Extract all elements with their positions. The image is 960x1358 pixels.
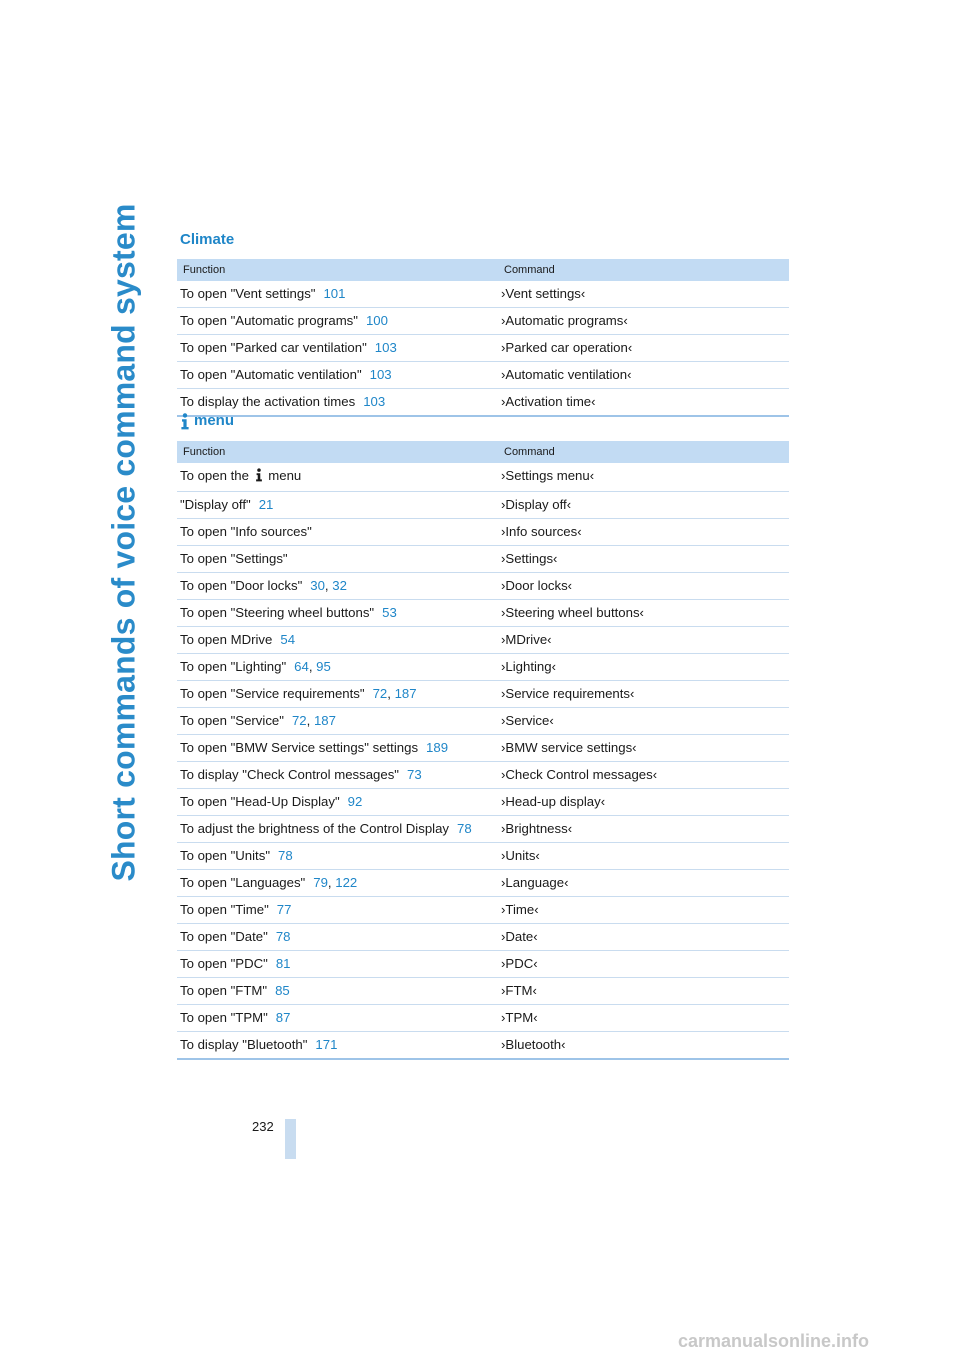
page-ref-list: [276, 929, 291, 944]
page-reference-link[interactable]: 72: [291, 713, 307, 728]
function-cell: [177, 281, 498, 308]
page-reference-link[interactable]: 78: [457, 821, 472, 836]
page-ref-list: [313, 875, 357, 890]
page-reference-link[interactable]: 78: [275, 929, 291, 944]
function-cell: [177, 681, 498, 708]
page-ref-list: [366, 313, 388, 328]
function-cell: [177, 708, 498, 735]
page-ref-list: [259, 497, 274, 512]
function-text: To open "Door locks": [180, 578, 303, 593]
command-cell: ›Settings‹: [498, 546, 789, 573]
function-cell: [177, 978, 498, 1005]
command-cell: ›Service requirements‹: [498, 681, 789, 708]
command-cell: ›Head-up display‹: [498, 789, 789, 816]
table-row: [177, 789, 789, 816]
function-cell: [177, 463, 498, 492]
page-ref-list: [323, 286, 345, 301]
page-reference-link[interactable]: 187: [313, 713, 336, 728]
ref-separator: ,: [308, 659, 317, 674]
page-reference-link[interactable]: 187: [394, 686, 417, 701]
page-reference-link[interactable]: 103: [369, 367, 392, 382]
table-row: [177, 519, 789, 546]
page-reference-link[interactable]: 54: [280, 632, 296, 647]
function-cell: [177, 362, 498, 389]
table-row: [177, 897, 789, 924]
command-cell: ›Brightness‹: [498, 816, 789, 843]
command-cell: ›Check Control messages‹: [498, 762, 789, 789]
function-cell: [177, 546, 498, 573]
function-text: To open "Languages": [180, 875, 306, 890]
page-ref-list: [373, 686, 417, 701]
command-cell: ›FTM‹: [498, 978, 789, 1005]
command-cell: ›Lighting‹: [498, 654, 789, 681]
info-icon: [180, 413, 190, 429]
ref-separator: ,: [387, 686, 395, 701]
command-cell: ›Automatic programs‹: [498, 308, 789, 335]
function-text: To open "Parked car ventilation": [180, 340, 367, 355]
function-cell: [177, 762, 498, 789]
function-text: To display the activation times: [180, 394, 356, 409]
table-row: [177, 463, 789, 492]
function-text: To open "TPM": [180, 1010, 268, 1025]
function-text: To open "Service requirements": [180, 686, 365, 701]
table-row: [177, 281, 789, 308]
table-row: [177, 546, 789, 573]
function-cell: [177, 600, 498, 627]
function-cell: [177, 843, 498, 870]
command-cell: ›Date‹: [498, 924, 789, 951]
table-row: [177, 600, 789, 627]
command-cell: ›PDC‹: [498, 951, 789, 978]
section-title-info-menu: [180, 412, 234, 429]
page-number-bar: [285, 1119, 296, 1159]
command-cell: ›MDrive‹: [498, 627, 789, 654]
function-text: To open "PDC": [180, 956, 268, 971]
table-row: [177, 1032, 789, 1060]
table-row: [177, 681, 789, 708]
page-ref-list: [276, 956, 291, 971]
page-ref-list: [382, 605, 397, 620]
info-icon: [255, 468, 263, 487]
page-reference-link[interactable]: 101: [323, 286, 346, 301]
table-row: [177, 870, 789, 897]
function-cell: [177, 627, 498, 654]
command-cell: ›Bluetooth‹: [498, 1032, 789, 1060]
command-cell: ›BMW service settings‹: [498, 735, 789, 762]
page-ref-list: [276, 1010, 291, 1025]
function-cell: [177, 1032, 498, 1060]
table-row: [177, 654, 789, 681]
page-ref-list: [457, 821, 472, 836]
page-ref-list: [277, 902, 292, 917]
function-cell: [177, 735, 498, 762]
page-reference-link[interactable]: 77: [276, 902, 292, 917]
table-row: [177, 573, 789, 600]
command-cell: ›Automatic ventilation‹: [498, 362, 789, 389]
function-text: To open "Service": [180, 713, 284, 728]
function-text: To open "Head-Up Display": [180, 794, 340, 809]
function-text: To display "Bluetooth": [180, 1037, 308, 1052]
command-cell: ›Service‹: [498, 708, 789, 735]
function-text: To open "FTM": [180, 983, 268, 998]
table-row: [177, 389, 789, 417]
function-cell: [177, 897, 498, 924]
page-ref-list: [280, 632, 295, 647]
table-row: [177, 627, 789, 654]
chapter-side-title: [96, 202, 152, 882]
function-text: To open "Vent settings": [180, 286, 316, 301]
page-ref-list: [370, 367, 392, 382]
page-ref-list: [315, 1037, 337, 1052]
ref-separator: ,: [324, 578, 333, 593]
function-text: To open "Automatic ventilation": [180, 367, 362, 382]
function-text: "Display off": [180, 497, 251, 512]
function-text: To open MDrive: [180, 632, 273, 647]
table-row: [177, 1005, 789, 1032]
command-cell: ›Activation time‹: [498, 389, 789, 417]
function-cell: [177, 308, 498, 335]
page-ref-list: [275, 983, 290, 998]
function-cell: [177, 1005, 498, 1032]
table-row: [177, 924, 789, 951]
function-text: To open "Settings": [180, 551, 288, 566]
page-ref-list: [278, 848, 293, 863]
function-text: To open "Lighting": [180, 659, 287, 674]
function-cell: [177, 573, 498, 600]
page-reference-link[interactable]: 78: [278, 848, 293, 863]
function-text: To open "Date": [180, 929, 268, 944]
page-number: 232: [252, 1119, 274, 1134]
function-text: To open "BMW Service settings" settings: [180, 740, 419, 755]
page-reference-link[interactable]: 95: [316, 659, 331, 674]
function-cell: [177, 335, 498, 362]
ref-separator: ,: [306, 713, 314, 728]
command-cell: ›Door locks‹: [498, 573, 789, 600]
climate-command-table: [177, 259, 789, 417]
function-text: To open "Units": [180, 848, 270, 863]
page-reference-link[interactable]: 122: [335, 875, 358, 890]
section-title-climate-text: Climate: [180, 231, 235, 248]
chapter-side-title-text: Short commands of voice command system: [105, 202, 142, 882]
function-text: To display "Check Control messages": [180, 767, 399, 782]
page-reference-link[interactable]: 30: [310, 578, 325, 593]
page-reference-link[interactable]: 100: [365, 313, 388, 328]
section-title-info-menu-text: menu: [194, 412, 235, 429]
function-cell: [177, 492, 498, 519]
command-cell: ›Vent settings‹: [498, 281, 789, 308]
page-reference-link[interactable]: 189: [426, 740, 449, 755]
function-text: To open the: [180, 468, 249, 483]
page-ref-list: [363, 394, 385, 409]
page-reference-link[interactable]: 103: [363, 394, 386, 409]
page-ref-list: [348, 794, 363, 809]
function-text: To adjust the brightness of the Control Display: [180, 821, 450, 836]
column-header-function: Function: [177, 259, 498, 281]
table-row: [177, 708, 789, 735]
table-row: [177, 735, 789, 762]
table-row: [177, 816, 789, 843]
command-cell: ›Parked car operation‹: [498, 335, 789, 362]
column-header-command: Command: [498, 441, 789, 463]
page-reference-link[interactable]: 81: [275, 956, 291, 971]
page-reference-link[interactable]: 53: [382, 605, 397, 620]
command-cell: ›Info sources‹: [498, 519, 789, 546]
function-cell: [177, 816, 498, 843]
function-text: To open "Info sources": [180, 524, 312, 539]
page-reference-link[interactable]: 79: [313, 875, 328, 890]
table-row: [177, 978, 789, 1005]
command-cell: ›Steering wheel buttons‹: [498, 600, 789, 627]
ref-separator: ,: [327, 875, 336, 890]
column-header-function: Function: [177, 441, 498, 463]
page-reference-link[interactable]: 21: [258, 497, 274, 512]
page-ref-list: [407, 767, 422, 782]
function-text: To open "Steering wheel buttons": [180, 605, 375, 620]
command-cell: ›Display off‹: [498, 492, 789, 519]
page-reference-link[interactable]: 72: [372, 686, 388, 701]
function-cell: [177, 519, 498, 546]
table-row: [177, 843, 789, 870]
page-ref-list: [426, 740, 448, 755]
page-reference-link[interactable]: 85: [275, 983, 290, 998]
page-ref-list: [294, 659, 331, 674]
function-cell: [177, 870, 498, 897]
page-reference-link[interactable]: 64: [294, 659, 309, 674]
function-text: To open "Time": [180, 902, 269, 917]
command-cell: ›Units‹: [498, 843, 789, 870]
table-row: [177, 335, 789, 362]
function-cell: [177, 789, 498, 816]
page-reference-link[interactable]: 171: [315, 1037, 338, 1052]
function-text: menu: [268, 468, 302, 483]
column-header-command: Command: [498, 259, 789, 281]
table-header-row: [177, 441, 789, 463]
watermark: carmanualsonline.info: [678, 1331, 870, 1351]
table-row: [177, 308, 789, 335]
table-row: [177, 362, 789, 389]
table-row: [177, 762, 789, 789]
command-cell: ›Time‹: [498, 897, 789, 924]
command-cell: ›TPM‹: [498, 1005, 789, 1032]
function-cell: [177, 951, 498, 978]
command-cell: ›Settings menu‹: [498, 463, 789, 492]
table-row: [177, 492, 789, 519]
function-cell: [177, 654, 498, 681]
page-reference-link[interactable]: 103: [374, 340, 397, 355]
page-ref-list: [310, 578, 347, 593]
table-row: [177, 951, 789, 978]
function-cell: [177, 924, 498, 951]
table-header-row: [177, 259, 789, 281]
info-menu-command-table: [177, 441, 789, 1060]
page-ref-list: [375, 340, 397, 355]
page-reference-link[interactable]: 87: [275, 1010, 291, 1025]
command-cell: ›Language‹: [498, 870, 789, 897]
page-ref-list: [292, 713, 336, 728]
function-text: To open "Automatic programs": [180, 313, 358, 328]
page-reference-link[interactable]: 92: [347, 794, 363, 809]
section-title-climate: [180, 231, 234, 248]
page-reference-link[interactable]: 73: [407, 767, 422, 782]
page-reference-link[interactable]: 32: [332, 578, 347, 593]
